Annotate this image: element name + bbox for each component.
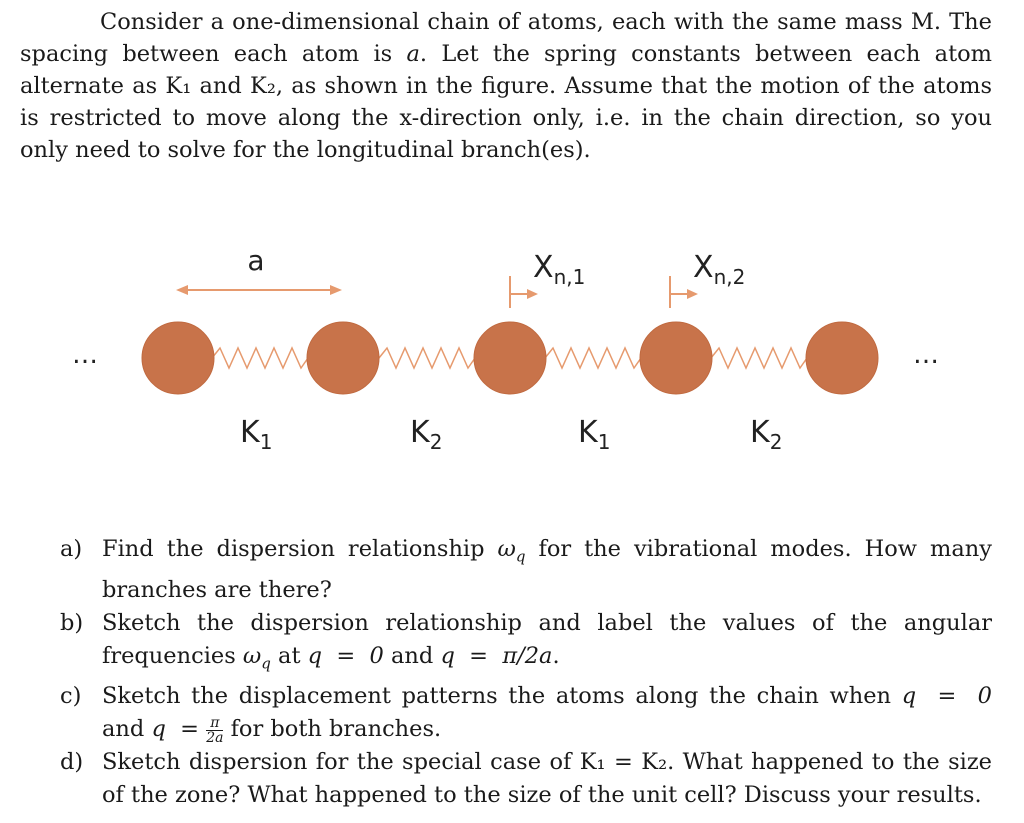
spring-k1-left [212, 348, 308, 368]
question-label: c) [60, 683, 82, 709]
intro-text-1: Consider a one-dimensional chain of atoms, each with the same mass M. The spacing between each atom is [20, 9, 992, 67]
pi-over-2a-fraction: $\frac{\pi}{2a}$ [206, 714, 224, 746]
spring-k2-left [379, 348, 475, 368]
problem-intro [20, 6, 992, 166]
question-label: d) [60, 749, 84, 775]
question-c: c) Sketch the displacement patterns the atoms along the chain when q = 0 and q = $\frac{\pi}{2a}$ for both branches. [60, 680, 992, 746]
question-a: a) Find the dispersion relationship $\omega_q$ for the vibrational modes. How many branches are there? [60, 533, 992, 607]
question-label: a) [60, 536, 83, 562]
atom-chain-figure [0, 230, 1024, 470]
spacing-symbol: a [406, 41, 420, 67]
intro-text-2: . Let the spring constants between each atom alternate as K₁ and K₂, as shown in the figure. Assume that the motion of the atoms is restricted to move along the x-direction only, i.e. in the chain direction, so you only need to solve for the longitudinal branch(es). [20, 41, 992, 163]
intro-paragraph [20, 6, 992, 166]
spring-label-k1-left: $K_1$ [240, 415, 273, 454]
atom-3 [474, 322, 546, 394]
spring-label-k2-left: $K_2$ [410, 415, 443, 454]
spring-label-k1-right: $K_1$ [578, 415, 611, 454]
spring-k1-right [545, 348, 641, 368]
spacing-arrow [176, 285, 342, 295]
displacement-label-2: $X_{n,2}$ [693, 250, 746, 289]
ellipsis-left: … [72, 340, 98, 370]
spring-label-k2-right: $K_2$ [750, 415, 783, 454]
displacement-label-1: $X_{n,1}$ [533, 250, 586, 289]
question-label: b) [60, 609, 84, 636]
atom-5 [806, 322, 878, 394]
spacing-label: a [247, 244, 265, 277]
atom-2 [307, 322, 379, 394]
question-d: d) Sketch dispersion for the special case of K₁ = K₂. What happened to the size of the zone? What happened to the size of the unit cell? Discuss your results. [60, 746, 992, 812]
atom-4 [640, 322, 712, 394]
spring-k2-right [711, 348, 807, 368]
atom-1 [142, 322, 214, 394]
ellipsis-right: … [913, 340, 939, 370]
question-b: b) Sketch the dispersion relationship and label the values of the angular frequencies $\omega_q$ at q = 0 and q = π/2a. [60, 607, 992, 681]
question-list [60, 533, 992, 812]
